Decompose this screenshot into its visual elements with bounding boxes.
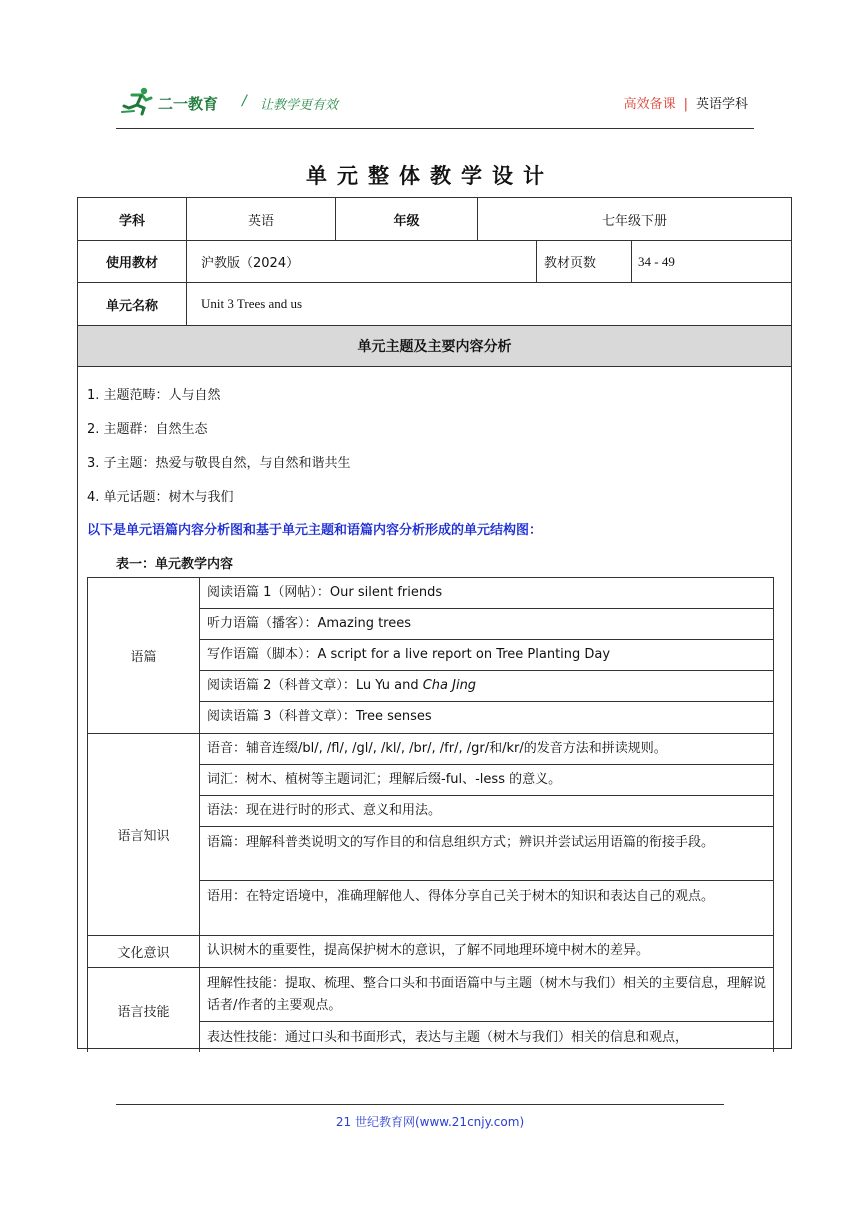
row-texts xyxy=(88,578,773,734)
row-unit-name xyxy=(78,283,791,326)
header-right xyxy=(624,93,748,112)
grade-label: 年级 xyxy=(335,198,477,240)
table-caption: 表一：单元教学内容 xyxy=(116,557,234,572)
texts-label: 语篇 xyxy=(88,578,200,733)
row-subject-grade xyxy=(78,198,791,241)
section-content xyxy=(78,367,791,1048)
textbook-label: 使用教材 xyxy=(105,256,158,271)
text-item-title: Cha Jing xyxy=(422,678,477,693)
knowledge-item: 语音：辅音连缀/bl/, /fl/, /gl/, /kl/, /br/, /fr/, /gr/和/kr/的发音方法和拼读规则。 xyxy=(200,734,773,765)
header-tag-efficient: 高效备课 xyxy=(623,97,676,112)
subject-value: 英语 xyxy=(186,198,335,240)
point-2: 2. 主题群：自然生态 xyxy=(87,422,208,437)
skills-item: 理解性技能：提取、梳理、整合口头和书面语篇中与主题（树木与我们）相关的主要信息，理解说话者/作者的主要观点。 xyxy=(200,968,773,1022)
row-culture xyxy=(88,936,773,968)
unit-value: Unit 3 Trees and us xyxy=(186,283,791,325)
row-skills xyxy=(88,968,773,1052)
pages-label: 教材页数 xyxy=(536,241,631,282)
text-item-prefix: 阅读语篇 2（科普文章）：Lu Yu and xyxy=(207,678,423,693)
header-slogan: 让教学更有效 xyxy=(260,98,339,113)
runner-logo-icon xyxy=(120,86,156,116)
textbook-value: 沪教版（2024） xyxy=(186,241,536,282)
section-heading: 单元主题及主要内容分析 xyxy=(78,326,791,367)
culture-label: 文化意识 xyxy=(88,936,200,967)
point-1: 1. 主题范畴：人与自然 xyxy=(87,388,221,403)
knowledge-item: 语用：在特定语境中，准确理解他人、得体分享自己关于树木的知识和表达自己的观点。 xyxy=(207,889,715,904)
knowledge-item: 语法：现在进行时的形式、意义和用法。 xyxy=(200,796,773,827)
text-item: 阅读语篇 1（网帖）：Our silent friends xyxy=(200,578,773,609)
blue-note: 以下是单元语篇内容分析图和基于单元主题和语篇内容分析形成的单元结构图： xyxy=(87,523,543,538)
row-knowledge xyxy=(88,734,773,936)
point-3: 3. 子主题：热爱与敬畏自然，与自然和谐共生 xyxy=(87,456,351,471)
text-item: 听力语篇（播客）：Amazing trees xyxy=(200,609,773,640)
point-4: 4. 单元话题：树木与我们 xyxy=(87,490,234,505)
page-title: 单元整体教学设计 xyxy=(306,164,554,188)
footer-link[interactable]: 21 世纪教育网(www.21cnjy.com) xyxy=(335,1115,525,1129)
header-separator: | xyxy=(683,97,688,112)
row-textbook xyxy=(78,241,791,283)
unit-label: 单元名称 xyxy=(105,298,158,314)
knowledge-label: 语言知识 xyxy=(88,734,200,935)
header-subject: 英语学科 xyxy=(695,97,748,112)
pages-value: 34 - 49 xyxy=(631,241,791,282)
knowledge-item: 词汇：树木、植树等主题词汇；理解后缀-ful、-less 的意义。 xyxy=(200,765,773,796)
header-rule xyxy=(116,128,754,129)
footer-rule xyxy=(116,1104,724,1105)
header-divider: / xyxy=(242,93,247,109)
skills-item: 表达性技能：通过口头和书面形式，表达与主题（树木与我们）相关的信息和观点， xyxy=(207,1030,689,1045)
knowledge-item: 语篇：理解科普类说明文的写作目的和信息组织方式；辨识并尝试运用语篇的衔接手段。 xyxy=(200,827,773,881)
text-item xyxy=(200,671,773,702)
page-header xyxy=(116,84,756,118)
text-item: 写作语篇（脚本）：A script for a live report on Tree Planting Day xyxy=(200,640,773,671)
logo-text: 二一教育 xyxy=(158,95,219,113)
grade-value: 七年级下册 xyxy=(477,198,791,240)
culture-item: 认识树木的重要性，提高保护树木的意识，了解不同地理环境中树木的差异。 xyxy=(207,943,650,958)
skills-label: 语言技能 xyxy=(88,968,200,1052)
text-item: 阅读语篇 3（科普文章）：Tree senses xyxy=(207,709,432,724)
brand-logo xyxy=(120,84,238,118)
content-table xyxy=(87,577,774,1052)
unit-design-table xyxy=(77,197,792,1049)
subject-label: 学科 xyxy=(118,213,145,229)
